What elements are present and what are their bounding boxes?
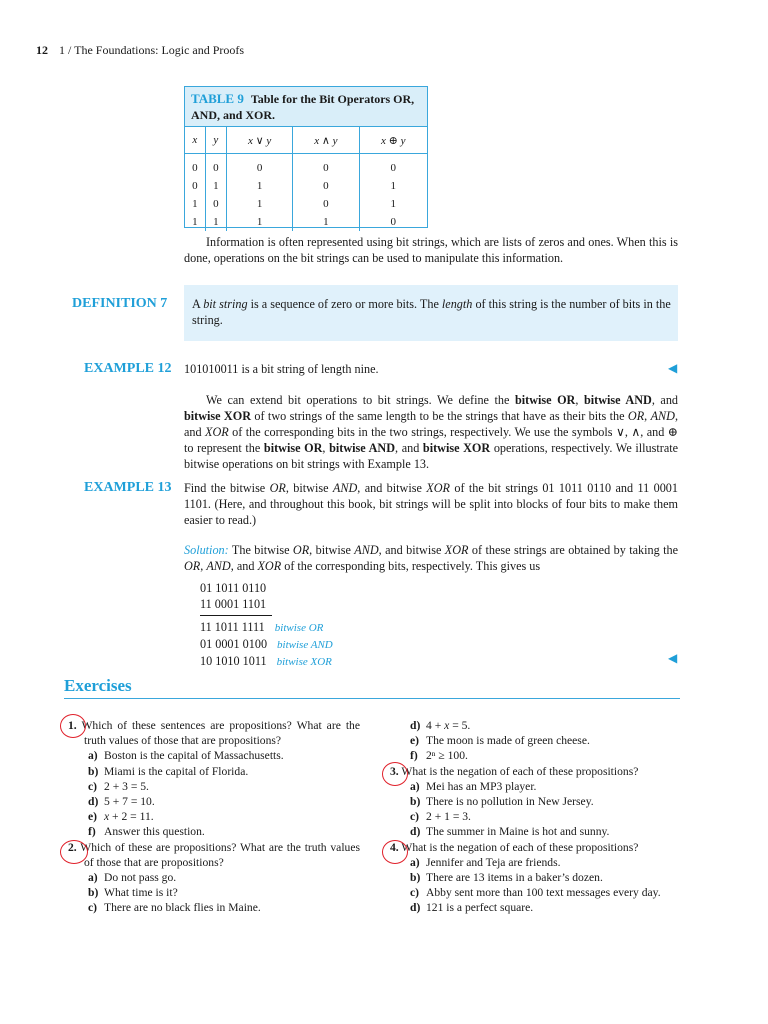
exercises-rule: [64, 698, 680, 699]
annotation-circle: [60, 714, 86, 738]
result-note: bitwise AND: [277, 639, 333, 651]
exercise-part: [68, 779, 360, 794]
part-text: There are no black flies in Maine.: [104, 901, 261, 915]
exercise-part: [390, 855, 680, 870]
exercise-number: 1.: [68, 719, 77, 732]
running-title: 1 / The Foundations: Logic and Proofs: [59, 43, 245, 57]
exercise-text: What is the negation of each of these propositions?: [401, 840, 639, 854]
part-text: 5 + 7 = 10.: [104, 795, 155, 809]
table-caption: [185, 87, 427, 127]
column-header: x ∨ y: [227, 127, 293, 154]
table-cell: 0: [192, 162, 198, 174]
exercise-part: [68, 885, 360, 900]
table-cell: 1: [192, 216, 198, 228]
table-cell: 1: [192, 198, 198, 210]
table-row: [185, 213, 427, 231]
exercise-item: [68, 840, 360, 916]
table-cell: 0: [293, 154, 359, 178]
exercise-text: What is the negation of each of these propositions?: [401, 764, 639, 778]
table-cell: 0: [205, 154, 226, 178]
running-header: [36, 43, 244, 58]
part-letter: d): [410, 825, 421, 839]
part-text: 2 + 1 = 3.: [426, 810, 471, 824]
part-text: Do not pass go.: [104, 871, 177, 885]
exercises-right-column: [390, 718, 680, 916]
exercise-part: [68, 809, 360, 824]
table-cell: 1: [227, 213, 293, 231]
exercise-part: [68, 794, 360, 809]
table-cell: 0: [293, 177, 359, 195]
table-cell: 1: [359, 177, 427, 195]
part-text: There is no pollution in New Jersey.: [426, 795, 594, 809]
column-header: x: [185, 127, 205, 154]
exercise-question: [390, 840, 680, 855]
table-cell: 0: [192, 180, 198, 192]
bitwise-paragraph: We can extend bit operations to bit strings. We define the bitwise OR, bitwise AND, and bitwise XOR of two strings of the same length to be the strings that have as their bits the OR, AND, and XOR of the corresponding bits in the two strings, respectively. We use the symbols ∨, ∧, and ⊕ to represent the bitwise OR, bitwise AND, and bitwise XOR operations, respectively. We illustrate bitwise operations on bit strings with Example 13.: [184, 393, 679, 471]
exercise-number: 3.: [390, 764, 399, 778]
page-number: 12: [36, 43, 48, 57]
table-cell: 0: [205, 195, 226, 213]
table-row: [185, 154, 427, 178]
part-letter: c): [410, 886, 420, 900]
exercise-part: [68, 824, 360, 839]
part-letter: f): [410, 749, 418, 763]
part-text: What time is it?: [104, 886, 178, 900]
table-cell: 1: [227, 177, 293, 195]
table-cell: 0: [359, 213, 427, 231]
exercise-part: [390, 885, 680, 900]
operand-1: 01 1011 0110: [200, 581, 267, 595]
table-cell: 1: [205, 213, 226, 231]
part-letter: b): [88, 764, 99, 778]
solution-text: The bitwise OR, bitwise AND, and bitwise XOR of these strings are obtained by taking the OR, AND, and XOR of the corresponding bits, respectively. This gives us: [184, 543, 678, 573]
part-letter: b): [410, 795, 421, 809]
part-text: 4 + x = 5.: [426, 719, 471, 732]
result-and: 01 0001 0100 bitwise AND: [200, 637, 333, 651]
part-text: 121 is a perfect square.: [426, 901, 534, 915]
bit-calculation: [200, 580, 333, 670]
part-letter: c): [88, 779, 98, 793]
example-12-label: EXAMPLE 12: [84, 361, 172, 376]
table-cell: 0: [293, 195, 359, 213]
definition-text: A bit string is a sequence of zero or more bits. The length of this string is the number of bits in the string.: [192, 297, 671, 327]
exercise-part: [390, 794, 680, 809]
table-title: Table for the Bit Operators OR, AND, and XOR.: [191, 92, 415, 122]
exercise-part: [68, 900, 360, 915]
definition-label: DEFINITION 7: [72, 296, 168, 311]
annotation-circle: [382, 840, 408, 864]
part-letter: d): [88, 795, 99, 809]
part-letter: e): [410, 734, 420, 748]
solution-paragraph: [184, 542, 678, 574]
exercise-number: 4.: [390, 840, 399, 854]
example-13-text: Find the bitwise OR, bitwise AND, and bitwise XOR of the bit strings 01 1011 0110 and 11 0001 1101. (Here, and throughout this book, bit strings will be split into blocks of four bits to make them easier to read.): [184, 481, 678, 527]
exercise-part: [68, 764, 360, 779]
end-of-example-marker: ◀: [668, 361, 678, 375]
table-label: TABLE 9: [191, 91, 244, 106]
table-9: [184, 86, 428, 228]
part-text: Boston is the capital of Massachusetts.: [104, 749, 284, 763]
exercise-part: [390, 900, 680, 915]
part-letter: c): [410, 810, 420, 824]
table-cell: 1: [205, 177, 226, 195]
part-letter: a): [88, 749, 98, 763]
part-letter: d): [410, 901, 421, 915]
table-row: [185, 195, 427, 213]
part-text: 2 + 3 = 5.: [104, 779, 149, 793]
operand-2: 11 0001 1101: [200, 597, 267, 611]
part-letter: a): [410, 779, 420, 793]
exercise-item: [390, 764, 680, 840]
part-letter: b): [410, 871, 421, 885]
exercises-heading: Exercises: [64, 676, 132, 695]
table-row: [185, 177, 427, 195]
exercise-number: 2.: [68, 840, 77, 854]
definition-box: [184, 285, 678, 341]
part-letter: a): [410, 855, 420, 869]
exercises-left-column: [68, 718, 360, 916]
part-text: The moon is made of green cheese.: [426, 734, 590, 748]
exercise-text: Which of these are propositions? What are the truth values of those that are propositions?: [80, 840, 360, 869]
column-header: y: [205, 127, 226, 154]
exercise-part: [390, 870, 680, 885]
sum-rule: [200, 615, 272, 616]
intro-paragraph: Information is often represented using bit strings, which are lists of zeros and ones. When this is done, operations on the bit strings can be used to manipulate this information.: [184, 235, 678, 265]
exercise-question: [68, 718, 360, 748]
exercise-part: [68, 870, 360, 885]
truth-table: [185, 127, 427, 231]
part-text: Miami is the capital of Florida.: [104, 764, 249, 778]
part-text: Jennifer and Teja are friends.: [426, 855, 561, 869]
result-note: bitwise OR: [274, 622, 324, 634]
result-or: 11 1011 1111 bitwise OR: [200, 620, 324, 634]
example-13-label: EXAMPLE 13: [84, 480, 172, 495]
table-cell: 1: [227, 195, 293, 213]
exercise-question: [390, 764, 680, 779]
part-text: Answer this question.: [104, 825, 205, 839]
exercise-part: [390, 733, 680, 748]
exercise-part: [390, 824, 680, 839]
part-text: Abby sent more than 100 text messages every day.: [426, 886, 661, 900]
part-text: There are 13 items in a baker’s dozen.: [426, 871, 603, 885]
table-cell: 1: [293, 213, 359, 231]
part-text: 2ⁿ ≥ 100.: [426, 749, 468, 763]
part-letter: c): [88, 901, 98, 915]
part-letter: b): [88, 886, 99, 900]
part-text: x + 2 = 11.: [104, 810, 154, 824]
exercise-part: [68, 748, 360, 763]
table-cell: 0: [227, 154, 293, 178]
example-12-text: 101010011 is a bit string of length nine.: [184, 362, 379, 376]
exercise-part: [390, 809, 680, 824]
exercise-question: [68, 840, 360, 870]
result-note: bitwise XOR: [276, 656, 332, 668]
table-cell: 1: [359, 195, 427, 213]
part-text: Mei has an MP3 player.: [426, 779, 537, 793]
exercise-text: Which of these sentences are propositions? What are the truth values of those that are propositions?: [81, 719, 360, 748]
column-header: x ⊕ y: [359, 127, 427, 154]
exercise-item: [68, 718, 360, 840]
annotation-circle: [382, 762, 408, 786]
part-text: The summer in Maine is hot and sunny.: [426, 825, 610, 839]
solution-label: Solution:: [184, 543, 229, 557]
exercise-item: [390, 840, 680, 916]
annotation-circle: [60, 840, 88, 864]
column-header: x ∧ y: [293, 127, 359, 154]
end-of-example-marker: ◀: [668, 651, 678, 665]
exercise-part: [390, 748, 680, 763]
exercise-part: [390, 779, 680, 794]
part-letter: f): [88, 825, 96, 839]
part-letter: e): [88, 810, 98, 824]
part-letter: a): [88, 871, 98, 885]
exercise-part: [390, 718, 680, 733]
part-letter: d): [410, 719, 421, 732]
result-xor: 10 1010 1011 bitwise XOR: [200, 654, 332, 668]
table-cell: 0: [359, 154, 427, 178]
